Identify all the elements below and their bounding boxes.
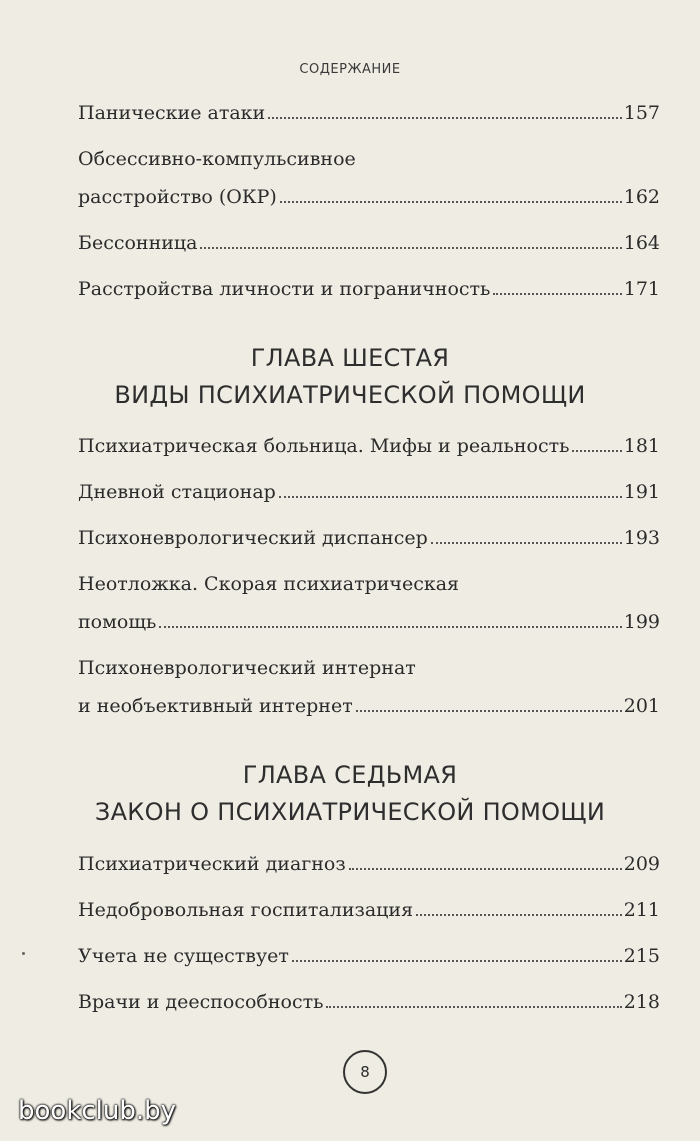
leader-dots <box>280 201 622 203</box>
leader-dots <box>416 914 622 916</box>
toc-entry-title-cont: помощь <box>78 611 157 633</box>
toc-entry <box>78 519 660 557</box>
toc-section <box>78 94 660 308</box>
toc-entry <box>78 427 660 465</box>
leader-dots <box>431 542 622 544</box>
toc-entry-title: Бессонница <box>78 232 198 254</box>
toc-entry-page: 201 <box>623 695 660 717</box>
toc-entry-title: Расстройства личности и пограничность <box>78 278 491 300</box>
chapter-heading <box>0 757 700 831</box>
toc-entry <box>78 891 660 929</box>
leader-dots <box>356 710 622 712</box>
toc-entry-page: 162 <box>623 186 660 208</box>
toc-entry <box>78 983 660 1021</box>
toc-entry-page: 199 <box>623 611 660 633</box>
paper-speck <box>22 952 25 955</box>
toc-entry-page: 157 <box>623 102 660 124</box>
leader-dots <box>268 117 622 119</box>
leader-dots <box>572 450 621 452</box>
toc-entry-title: Психоневрологический интернат <box>78 657 416 679</box>
toc-entry-title-cont: и необъективный интернет <box>78 695 353 717</box>
toc-entry-title: Панические атаки <box>78 102 266 124</box>
toc-entry-title-cont: расстройство (ОКР) <box>78 186 277 208</box>
toc-entry <box>78 270 660 308</box>
toc-entry-page: 211 <box>623 899 660 921</box>
toc-entry-page: 191 <box>623 481 660 503</box>
toc-entry-page: 218 <box>623 991 660 1013</box>
toc-entry-page: 209 <box>623 853 660 875</box>
toc-entry <box>78 565 660 641</box>
leader-dots <box>292 960 622 962</box>
toc-entry-page: 181 <box>623 435 660 457</box>
toc-entry <box>78 473 660 511</box>
toc-entry-title: Дневной стационар <box>78 481 276 503</box>
chapter-number: ГЛАВА СЕДЬМАЯ <box>242 761 458 789</box>
toc-entry-title: Недобровольная госпитализация <box>78 899 414 921</box>
toc-entry-title: Неотложка. Скорая психиатрическая <box>78 573 460 595</box>
toc-entry <box>78 845 660 883</box>
toc-entry-title: Психоневрологический диспансер <box>78 527 428 549</box>
toc-entry-title: Учета не существует <box>78 945 289 967</box>
toc-entry-page: 164 <box>623 232 660 254</box>
toc-section <box>78 845 660 1021</box>
leader-dots <box>200 247 621 249</box>
toc-entry-page: 193 <box>623 527 660 549</box>
leader-dots <box>349 868 622 870</box>
leader-dots <box>493 293 621 295</box>
leader-dots <box>159 626 621 628</box>
chapter-title: ЗАКОН О ПСИХИАТРИЧЕСКОЙ ПОМОЩИ <box>94 798 606 826</box>
chapter-heading <box>0 340 700 414</box>
chapter-number: ГЛАВА ШЕСТАЯ <box>250 344 450 372</box>
toc-entry-title: Обсессивно-компульсивное <box>78 148 356 170</box>
toc-entry-title: Врачи и дееспособность <box>78 991 324 1013</box>
toc-section <box>78 427 660 725</box>
watermark: bookclub.by <box>18 1096 177 1126</box>
toc-entry <box>78 94 660 132</box>
toc-entry <box>78 224 660 262</box>
running-head: СОДЕРЖАНИЕ <box>299 62 401 77</box>
toc-entry-page: 171 <box>623 278 660 300</box>
leader-dots <box>279 496 622 498</box>
toc-entry-page: 215 <box>623 945 660 967</box>
toc-entry-title: Психиатрический диагноз <box>78 853 346 875</box>
chapter-title: ВИДЫ ПСИХИАТРИЧЕСКОЙ ПОМОЩИ <box>114 381 586 409</box>
leader-dots <box>326 1006 621 1008</box>
toc-entry <box>78 649 660 725</box>
toc-entry-title: Психиатрическая больница. Мифы и реальность <box>78 435 570 457</box>
toc-entry <box>78 937 660 975</box>
page-number: 8 <box>343 1050 387 1094</box>
toc-entry <box>78 140 660 216</box>
